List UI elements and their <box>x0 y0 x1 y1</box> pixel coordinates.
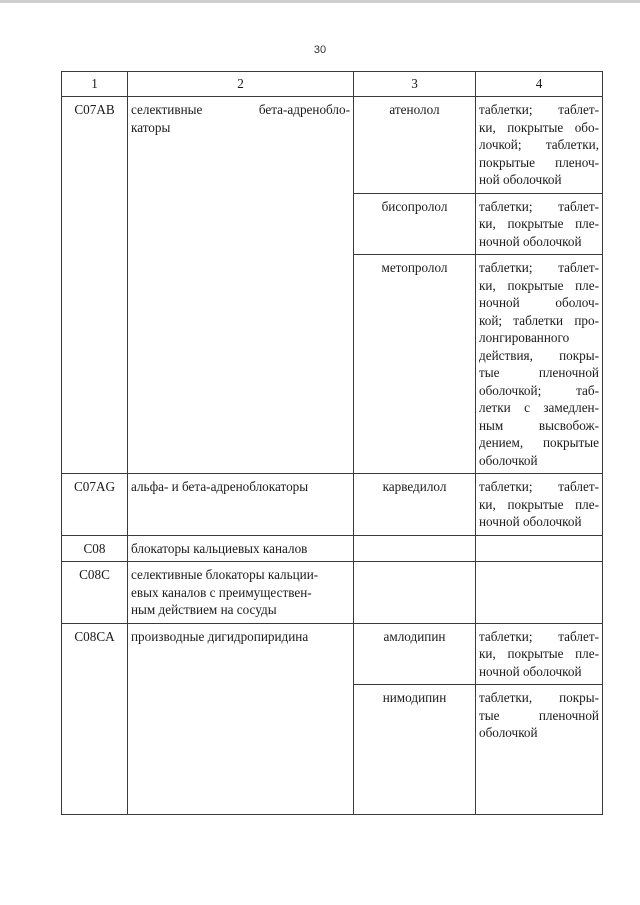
dosage-form-line: ночной оболочкой <box>479 663 582 679</box>
dosage-form-line: ки, покрытые пле- <box>479 277 599 293</box>
dosage-form-line: оболочкой <box>479 725 538 740</box>
group-name-line <box>131 478 350 496</box>
drug-name-cell: атенолол <box>354 97 476 194</box>
header-col-1: 1 <box>62 72 128 97</box>
table-row <box>62 562 603 624</box>
dosage-form-line: ки, покрытые пле- <box>479 216 599 231</box>
header-col-3: 3 <box>354 72 476 97</box>
group-name-word: каторы <box>131 119 171 135</box>
drug-name-cell: метопролол <box>354 255 476 474</box>
atc-code-cell: C07AG <box>62 474 128 536</box>
dosage-form-line: лочкой; таблетки, <box>479 137 599 152</box>
dosage-form-line: лонгированного <box>479 330 570 345</box>
group-name-cell <box>128 562 354 624</box>
dosage-form-cell <box>476 97 603 194</box>
dosage-form-line: таблетки; таблет- <box>479 198 599 214</box>
drug-name-cell: карведилол <box>354 474 476 536</box>
group-name-line <box>131 540 350 558</box>
group-name-cell <box>128 535 354 562</box>
group-name-word: евых каналов с преимуществен- <box>131 584 312 600</box>
dosage-form-cell <box>476 474 603 536</box>
dosage-form-line: дением, покрытые <box>479 435 599 450</box>
dosage-form-line: таблетки; таблет- <box>479 628 599 644</box>
dosage-form-cell <box>476 623 603 685</box>
scan-top-edge <box>0 0 640 3</box>
group-name-line <box>131 119 350 137</box>
dosage-form-line: тые пленочной <box>479 707 599 723</box>
dosage-form-line: ночной оболочкой <box>479 233 582 249</box>
group-name-cell <box>128 97 354 474</box>
drug-classification-table <box>61 71 603 815</box>
drug-name-cell: бисопролол <box>354 193 476 255</box>
drug-name-cell <box>354 562 476 624</box>
group-name-word: альфа- и бета-адреноблокаторы <box>131 479 309 494</box>
group-name-cell <box>128 623 354 815</box>
dosage-form-line: ки, покрытые обо- <box>479 119 599 135</box>
dosage-form-line: ной оболочкой <box>479 172 562 187</box>
dosage-form-cell <box>476 562 603 624</box>
dosage-form-cell <box>476 255 603 474</box>
atc-code-cell: C08C <box>62 562 128 624</box>
dosage-form-line: таблетки, покры- <box>479 690 599 705</box>
atc-code-cell: C08CA <box>62 623 128 815</box>
dosage-form-cell <box>476 685 603 815</box>
atc-code-cell: C08 <box>62 535 128 562</box>
dosage-form-line: тые пленочной <box>479 365 599 380</box>
group-name-word: селективные блокаторы кальции- <box>131 567 319 582</box>
dosage-form-line: таблетки; таблет- <box>479 479 599 494</box>
table-row <box>62 97 603 194</box>
dosage-form-line: покрытые пленоч- <box>479 154 599 170</box>
group-name-line <box>131 628 350 646</box>
drug-name-cell: нимодипин <box>354 685 476 815</box>
dosage-form-line: таблетки; таблет- <box>479 260 599 275</box>
header-col-4: 4 <box>476 72 603 97</box>
header-col-2: 2 <box>128 72 354 97</box>
group-name-line <box>131 566 350 584</box>
table-row <box>62 623 603 685</box>
group-name-line <box>131 101 350 119</box>
drug-name-cell: амлодипин <box>354 623 476 685</box>
dosage-form-line: оболочкой; таб- <box>479 382 599 398</box>
group-name-word: селективные <box>131 102 203 117</box>
table-row <box>62 535 603 562</box>
table-body <box>62 72 603 815</box>
drug-name-cell <box>354 535 476 562</box>
dosage-form-line: ным высвобож- <box>479 417 599 433</box>
dosage-form-line: ки, покрытые пле- <box>479 646 599 661</box>
dosage-form-line: ночной оболочкой <box>479 514 582 529</box>
dosage-form-line: действия, покры- <box>479 347 599 363</box>
atc-code-cell: C07AB <box>62 97 128 474</box>
group-name-line <box>131 601 350 619</box>
group-name-word: ным действием на сосуды <box>131 602 277 617</box>
group-name-word: блокаторы кальциевых каналов <box>131 540 308 556</box>
dosage-form-cell <box>476 535 603 562</box>
table-row <box>62 474 603 536</box>
dosage-form-line: ночной оболоч- <box>479 295 599 310</box>
dosage-form-line: кой; таблетки про- <box>479 312 599 328</box>
group-name-cell <box>128 474 354 536</box>
dosage-form-line: летки с замедлен- <box>479 400 599 415</box>
group-name-word: производные дигидропиридина <box>131 628 309 644</box>
dosage-form-line: оболочкой <box>479 452 538 468</box>
group-name-word: бета-адренобло- <box>258 102 350 117</box>
group-name-line <box>131 584 350 602</box>
dosage-form-line: ки, покрытые пле- <box>479 496 599 512</box>
header-row <box>62 72 603 97</box>
dosage-form-cell <box>476 193 603 255</box>
dosage-form-line: таблетки; таблет- <box>479 102 599 117</box>
page-number: 30 <box>313 44 327 56</box>
